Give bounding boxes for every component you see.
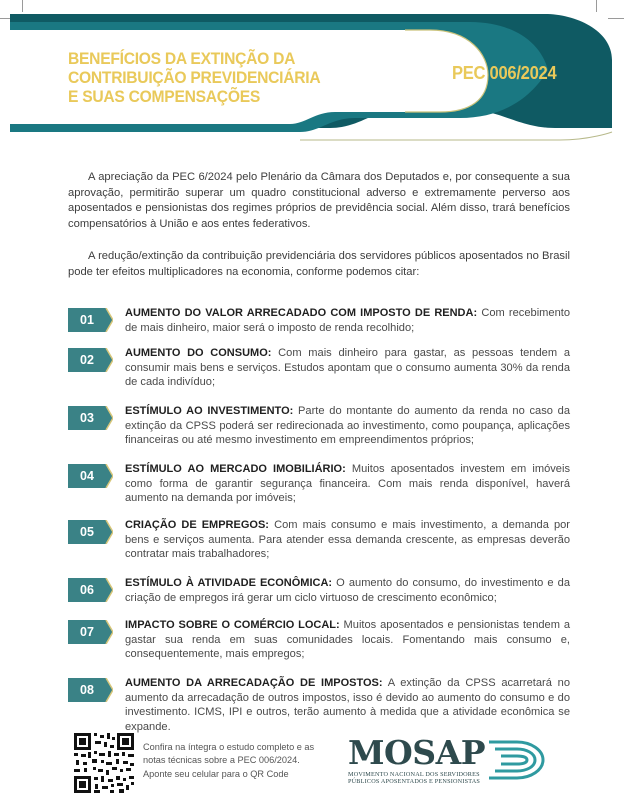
- title-line-2: CONTRIBUIÇÃO PREVIDENCIÁRIA: [68, 68, 321, 87]
- benefit-number: 01: [80, 313, 94, 327]
- mosap-logo-text: MOSAP: [348, 733, 486, 772]
- benefit-text: [125, 576, 570, 605]
- qr-caption: Confira na íntegra o estudo completo e as notas técnicas sobre a PEC 006/2024.: [143, 742, 315, 765]
- mosap-logo-icon: [487, 738, 549, 782]
- qr-hint: Aponte seu celular para o QR Code: [143, 769, 289, 779]
- benefit-text: [125, 306, 570, 335]
- benefit-text: [125, 462, 570, 506]
- benefit-text: [125, 404, 570, 448]
- benefit-number-badge: [68, 578, 113, 602]
- benefit-number-badge: [68, 348, 113, 372]
- pec-label: PEC 006/2024: [452, 63, 557, 83]
- mosap-subtitle: [348, 771, 498, 785]
- benefit-heading: CRIAÇÃO DE EMPREGOS:: [125, 519, 269, 531]
- benefit-description: O aumento do consumo, do investimento e da criação de empregos irá gerar um ciclo virtuoso de crescimento econômico;: [125, 577, 570, 604]
- benefit-description: Com mais consumo e mais investimento, a demanda por bens e serviços aumenta. Para atender essa demanda crescente, as empresas deverão contratar mais trabalhadores;: [125, 519, 570, 560]
- header-banner: [0, 0, 624, 160]
- intro-paragraph-2: A redução/extinção da contribuição previdenciária dos servidores públicos aposentados no Brasil pode ter efeitos multiplicadores na economia, conforme podemos citar:: [68, 250, 570, 278]
- benefit-number-badge: [68, 308, 113, 332]
- benefit-description: Com recebimento de mais dinheiro, maior será o imposto de renda recolhido;: [125, 307, 570, 334]
- benefit-number: 04: [80, 469, 94, 483]
- benefit-heading: ESTÍMULO AO MERCADO IMOBILIÁRIO:: [125, 463, 346, 475]
- benefit-description: Muitos aposentados investem em imóveis como forma de garantir segurança financeira. Com mais renda disponível, haverá aumento na demanda por imóveis;: [125, 463, 570, 504]
- qr-code[interactable]: [74, 733, 134, 793]
- mosap-subtitle-line-1: MOVIMENTO NACIONAL DOS SERVIDORES: [348, 771, 480, 778]
- benefit-number: 05: [80, 525, 94, 539]
- benefit-text: [125, 618, 570, 662]
- benefit-heading: AUMENTO DO VALOR ARRECADADO COM IMPOSTO DE RENDA:: [125, 307, 478, 319]
- benefit-number: 02: [80, 353, 94, 367]
- benefit-heading: ESTÍMULO AO INVESTIMENTO:: [125, 405, 294, 417]
- benefit-number: 06: [80, 583, 94, 597]
- benefit-text: [125, 346, 570, 390]
- benefit-number: 07: [80, 625, 94, 639]
- benefit-description: Muitos aposentados e pensionistas tendem a gastar sua renda em suas comunidades locais. Fomentando mais consumo e, consequentemente, mais empregos;: [125, 619, 570, 660]
- benefit-number-badge: [68, 406, 113, 430]
- benefit-description: Com mais dinheiro para gastar, as pessoas tendem a consumir mais bens e serviços. Estudos apontam que o consumo aumenta 30% da renda de cada indivíduo;: [125, 347, 570, 388]
- benefit-number: 08: [80, 683, 94, 697]
- benefit-number-badge: [68, 620, 113, 644]
- benefit-heading: ESTÍMULO À ATIVIDADE ECONÔMICA:: [125, 577, 333, 589]
- benefit-description: A extinção da CPSS acarretará no aumento da arrecadação de outros impostos, isso é devido ao aumento do consumo e do investimento. ICMS, IPI e outros, terão aumento à medida que a atividade econômica se expande.: [125, 677, 570, 733]
- benefit-description: Parte do montante do aumento da renda no caso da extinção da CPSS poderá ser redirecionada ao investimento, como poupança, aplicações financeiras ou até mesmo investimento em empreendimentos próprios;: [125, 405, 570, 446]
- benefit-text: [125, 518, 570, 562]
- page-title: [68, 49, 344, 106]
- benefit-heading: AUMENTO DO CONSUMO:: [125, 347, 272, 359]
- mosap-subtitle-line-2: PÚBLICOS APOSENTADOS E PENSIONISTAS: [348, 778, 481, 785]
- benefit-number-badge: [68, 678, 113, 702]
- benefit-number: 03: [80, 411, 94, 425]
- benefit-number-badge: [68, 464, 113, 488]
- title-line-1: BENEFÍCIOS DA EXTINÇÃO DA: [68, 49, 296, 68]
- intro-paragraph-1: A apreciação da PEC 6/2024 pelo Plenário da Câmara dos Deputados e, por consequente a sua aprovação, permitirão superar um quadro constitucional adverso e extremamente perverso aos aposentados e pensionistas dos regimes próprios de previdência social. Além disso, trará benefícios compensatórios à União e aos entes federativos.: [68, 171, 570, 230]
- benefit-number-badge: [68, 520, 113, 544]
- benefit-text: [125, 676, 570, 734]
- title-line-3: E SUAS COMPENSAÇÕES: [68, 87, 261, 106]
- benefit-heading: IMPACTO SOBRE O COMÉRCIO LOCAL:: [125, 619, 340, 631]
- header-gold-line-bottom: [300, 132, 612, 140]
- benefit-heading: AUMENTO DA ARRECADAÇÃO DE IMPOSTOS:: [125, 677, 383, 689]
